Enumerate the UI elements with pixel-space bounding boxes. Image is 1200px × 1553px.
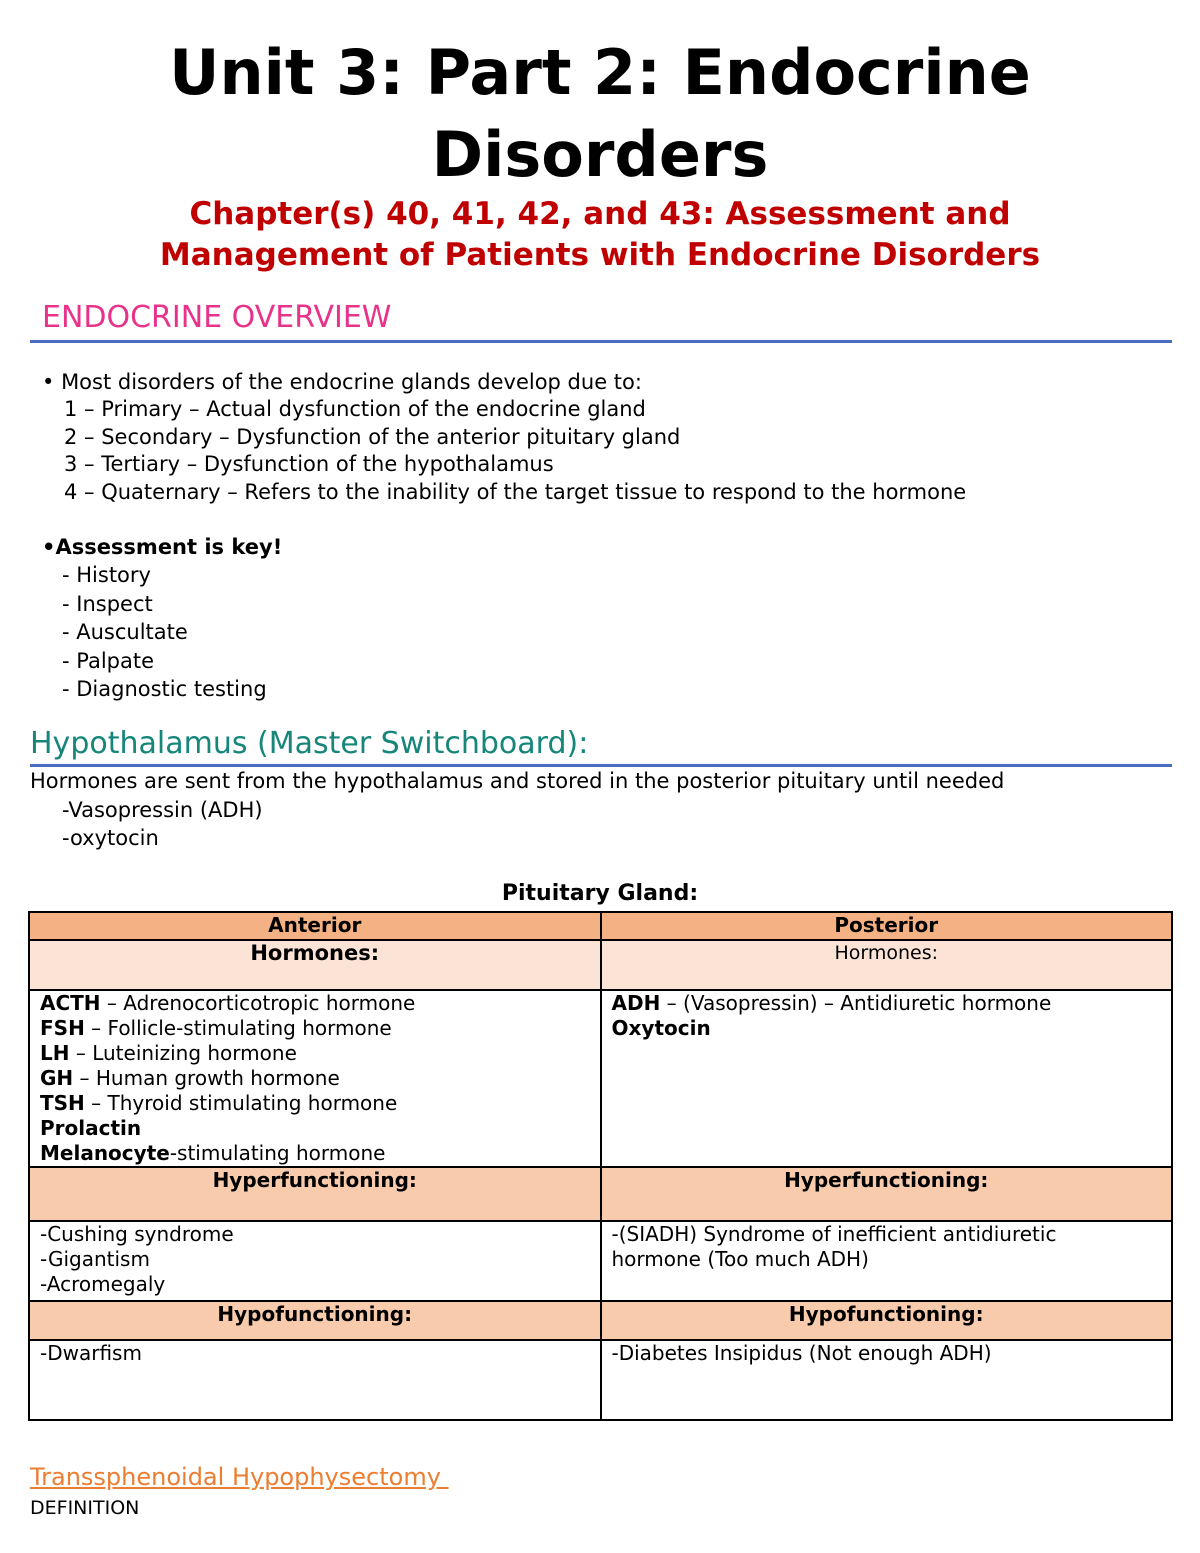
list-item: Melanocyte-stimulating hormone bbox=[40, 1141, 386, 1165]
list-item: Oxytocin bbox=[611, 1016, 711, 1040]
posterior-hormone-list bbox=[612, 991, 1162, 1041]
list-item: 2 – Secondary – Dysfunction of the anterior pituitary gland bbox=[64, 424, 681, 449]
subtitle-line-1: Chapter(s) 40, 41, 42, and 43: Assessment and bbox=[189, 196, 1011, 232]
anterior-hormones-cell bbox=[29, 990, 601, 1167]
table-header-row bbox=[29, 912, 1172, 940]
title-line-2: Disorders bbox=[431, 118, 769, 191]
list-item: -Gigantism bbox=[40, 1247, 150, 1271]
list-item: ADH – (Vasopressin) – Antidiuretic hormone bbox=[611, 991, 1052, 1015]
assessment-list bbox=[62, 561, 267, 704]
definition-label: DEFINITION bbox=[30, 1497, 140, 1519]
list-item: GH – Human growth hormone bbox=[40, 1066, 340, 1090]
list-item: LH – Luteinizing hormone bbox=[40, 1041, 297, 1065]
hypothalamus-heading: Hypothalamus (Master Switchboard): bbox=[30, 726, 589, 761]
list-item: - Palpate bbox=[62, 648, 155, 673]
overview-intro-text: Most disorders of the endocrine glands develop due to: bbox=[61, 370, 642, 394]
assessment-heading: Assessment is key! bbox=[55, 535, 283, 559]
subtitle-line-2: Management of Patients with Endocrine Disorders bbox=[159, 237, 1041, 273]
table-row bbox=[29, 1340, 1172, 1420]
assessment-bullet: •Assessment is key! bbox=[42, 535, 283, 559]
column-header-anterior: Anterior bbox=[29, 912, 601, 940]
anterior-hormone-list bbox=[40, 991, 590, 1166]
posterior-hypo-cell bbox=[601, 1340, 1173, 1420]
hypothalamus-text: Hormones are sent from the hypothalamus and stored in the posterior pituitary until needed bbox=[30, 769, 1005, 793]
section-divider bbox=[30, 340, 1172, 343]
list-item: - Auscultate bbox=[62, 620, 188, 644]
table-row bbox=[29, 940, 1172, 990]
anterior-hormones-label: Hormones: bbox=[29, 940, 601, 990]
list-item: -(SIADH) Syndrome of inefficient antidiuretic bbox=[611, 1222, 1057, 1246]
list-item: - Diagnostic testing bbox=[62, 677, 267, 701]
list-item: Prolactin bbox=[40, 1116, 142, 1140]
anterior-hyper-label: Hyperfunctioning: bbox=[29, 1167, 601, 1221]
list-item: hormone (Too much ADH) bbox=[611, 1247, 869, 1271]
posterior-hormones-label: Hormones: bbox=[601, 940, 1173, 990]
posterior-hormones-cell bbox=[601, 990, 1173, 1167]
list-item: 3 – Tertiary – Dysfunction of the hypothalamus bbox=[64, 452, 554, 476]
overview-intro-bullet: • Most disorders of the endocrine glands develop due to: bbox=[42, 370, 642, 394]
overview-heading: ENDOCRINE OVERVIEW bbox=[42, 300, 392, 335]
title-line-1: Unit 3: Part 2: Endocrine bbox=[169, 36, 1031, 109]
list-item: -oxytocin bbox=[62, 826, 159, 850]
hypophysectomy-link[interactable]: Transsphenoidal Hypophysectomy bbox=[30, 1463, 449, 1491]
hypothalamus-hormone-list bbox=[62, 796, 263, 852]
list-item: - History bbox=[62, 563, 151, 587]
list-item: FSH – Follicle-stimulating hormone bbox=[40, 1016, 392, 1040]
table-row bbox=[29, 1167, 1172, 1221]
list-item: TSH – Thyroid stimulating hormone bbox=[40, 1091, 398, 1115]
posterior-hypo-label: Hypofunctioning: bbox=[601, 1301, 1173, 1340]
table-row bbox=[29, 990, 1172, 1167]
table-caption: Pituitary Gland: bbox=[501, 881, 699, 906]
list-item: -Vasopressin (ADH) bbox=[62, 798, 263, 822]
pituitary-table bbox=[28, 911, 1173, 1421]
list-item: 4 – Quaternary – Refers to the inability of the target tissue to respond to the hormone bbox=[64, 479, 967, 504]
list-item: 1 – Primary – Actual dysfunction of the endocrine gland bbox=[64, 397, 646, 421]
list-item: -Dwarfism bbox=[40, 1341, 142, 1365]
table-row bbox=[29, 1301, 1172, 1340]
document-subtitle bbox=[0, 194, 1200, 276]
list-item: - Inspect bbox=[62, 591, 153, 616]
table-row bbox=[29, 1221, 1172, 1301]
anterior-hypo-label: Hypofunctioning: bbox=[29, 1301, 601, 1340]
list-item: -Cushing syndrome bbox=[40, 1222, 234, 1246]
list-item: ACTH – Adrenocorticotropic hormone bbox=[40, 991, 416, 1015]
anterior-hyper-cell bbox=[29, 1221, 601, 1301]
column-header-posterior: Posterior bbox=[601, 912, 1173, 940]
list-item: -Acromegaly bbox=[40, 1272, 166, 1296]
posterior-hyper-cell bbox=[601, 1221, 1173, 1301]
posterior-hyper-label: Hyperfunctioning: bbox=[601, 1167, 1173, 1221]
document-title bbox=[0, 32, 1200, 196]
causes-list bbox=[64, 396, 966, 506]
anterior-hypo-cell bbox=[29, 1340, 601, 1420]
list-item: -Diabetes Insipidus (Not enough ADH) bbox=[611, 1341, 992, 1365]
